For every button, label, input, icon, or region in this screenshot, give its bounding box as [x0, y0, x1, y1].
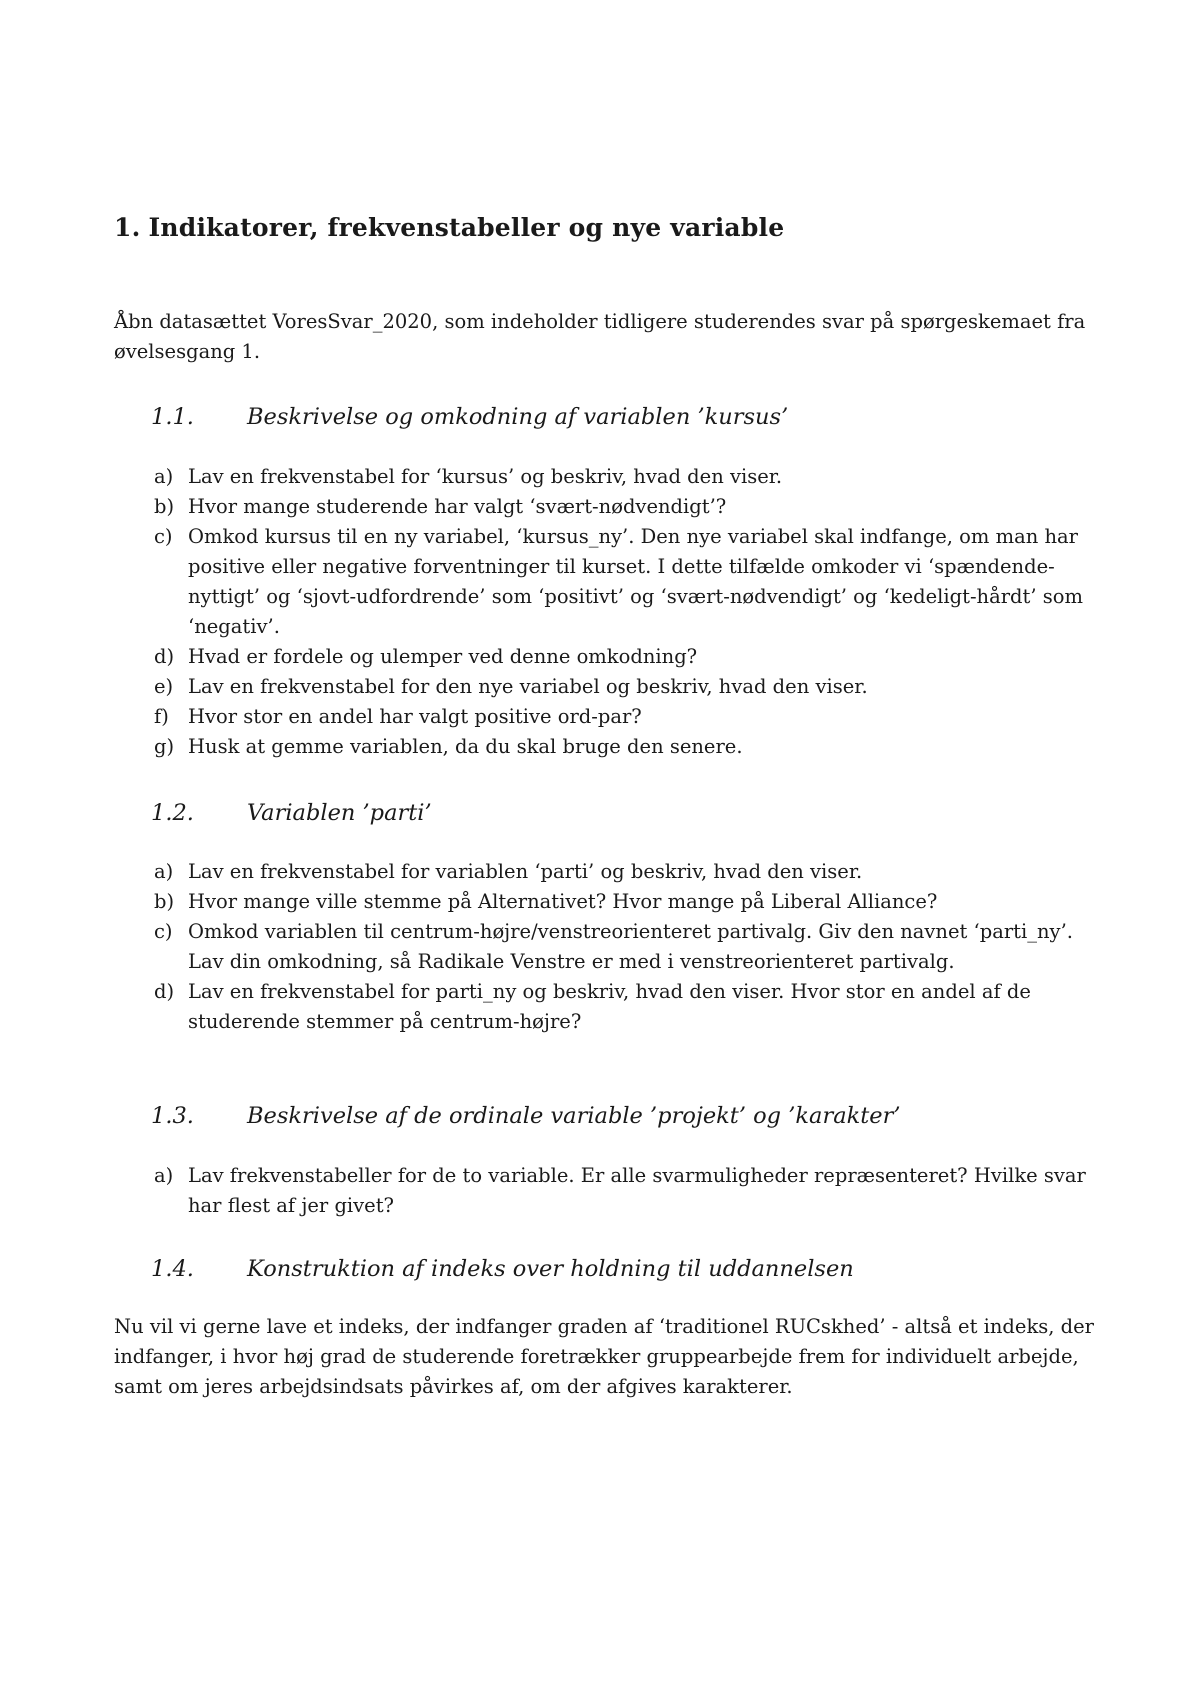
title-text: Indikatorer, frekvenstabeller og nye variable — [148, 213, 785, 242]
list-item — [154, 672, 1104, 702]
section-1-1-list — [154, 462, 1104, 762]
section-heading-1-2 — [151, 800, 432, 826]
list-marker: d) — [154, 980, 175, 1003]
section-title: Variablen ’parti’ — [247, 800, 432, 826]
list-item — [154, 462, 1104, 492]
section-1-4-paragraph: Nu vil vi gerne lave et indeks, der indfanger graden af ‘traditionel RUCskhed’ - altså et indeks, der indfanger, i hvor høj grad de studerende foretrækker gruppearbejde frem for individuelt arbejde, samt om jeres arbejdsindsats påvirkes af, om der afgives karakterer. — [114, 1315, 1095, 1398]
list-item — [154, 857, 1104, 887]
section-number: 1.4. — [151, 1256, 194, 1282]
list-marker: f) — [154, 705, 169, 728]
list-item-text: Hvor mange ville stemme på Alternativet? Hvor mange på Liberal Alliance? — [188, 890, 938, 913]
list-item-text: Omkod kursus til en ny variabel, ‘kursus_ny’. Den nye variabel skal indfange, om man har positive eller negative forventninger til kurset. I dette tilfælde omkoder vi ‘spændende-nyttigt’ og ‘sjovt-udfordrende’ som ‘positivt’ og ‘svært-nødvendigt’ og ‘kedeligt-hårdt’ som ‘negativ’. — [188, 525, 1084, 638]
list-marker: a) — [154, 860, 174, 883]
list-marker: b) — [154, 890, 175, 913]
section-1-3-list — [154, 1161, 1104, 1221]
list-marker: c) — [154, 920, 173, 943]
list-item-text: Hvor mange studerende har valgt ‘svært-nødvendigt’? — [188, 495, 727, 518]
section-number: 1.3. — [151, 1103, 194, 1129]
list-marker: a) — [154, 1164, 174, 1187]
list-item — [154, 732, 1104, 762]
list-item-text: Husk at gemme variablen, da du skal bruge den senere. — [188, 735, 743, 758]
list-item-text: Lav frekvenstabeller for de to variable. Er alle svarmuligheder repræsenteret? Hvilke svar har flest af jer givet? — [188, 1164, 1086, 1217]
list-item-text: Lav en frekvenstabel for den nye variabel og beskriv, hvad den viser. — [188, 675, 868, 698]
list-item-text: Hvad er fordele og ulemper ved denne omkodning? — [188, 645, 698, 668]
list-item — [154, 887, 1104, 917]
section-number: 1.2. — [151, 800, 194, 826]
list-item — [154, 977, 1104, 1037]
list-marker: g) — [154, 735, 175, 758]
page-title — [114, 213, 784, 242]
section-number: 1.1. — [151, 404, 194, 430]
intro-paragraph: Åbn datasættet VoresSvar_2020, som indeholder tidligere studerendes svar på spørgeskemaet fra øvelsesgang 1. — [114, 310, 1086, 363]
list-item — [154, 522, 1104, 642]
list-item — [154, 1161, 1104, 1221]
list-item-text: Lav en frekvenstabel for parti_ny og beskriv, hvad den viser. Hvor stor en andel af de studerende stemmer på centrum-højre? — [188, 980, 1031, 1033]
list-marker: b) — [154, 495, 175, 518]
list-marker: c) — [154, 525, 173, 548]
list-marker: e) — [154, 675, 174, 698]
list-marker: d) — [154, 645, 175, 668]
list-item — [154, 642, 1104, 672]
list-item — [154, 917, 1104, 977]
section-title: Beskrivelse af de ordinale variable ’projekt’ og ’karakter’ — [247, 1103, 901, 1129]
list-item-text: Omkod variablen til centrum-højre/venstreorienteret partivalg. Giv den navnet ‘parti_ny’. Lav din omkodning, så Radikale Venstre er med i venstreorienteret partivalg. — [188, 920, 1073, 973]
section-title: Konstruktion af indeks over holdning til uddannelsen — [247, 1256, 854, 1282]
section-1-2-list — [154, 857, 1104, 1037]
list-item — [154, 702, 1104, 732]
list-item — [154, 492, 1104, 522]
section-heading-1-4 — [151, 1256, 854, 1282]
section-heading-1-1 — [151, 404, 788, 430]
section-heading-1-3 — [151, 1103, 901, 1129]
list-item-text: Hvor stor en andel har valgt positive ord-par? — [188, 705, 642, 728]
list-item-text: Lav en frekvenstabel for ‘kursus’ og beskriv, hvad den viser. — [188, 465, 783, 488]
list-marker: a) — [154, 465, 174, 488]
section-title: Beskrivelse og omkodning af variablen ’kursus’ — [247, 404, 789, 430]
list-item-text: Lav en frekvenstabel for variablen ‘parti’ og beskriv, hvad den viser. — [188, 860, 863, 883]
title-number: 1. — [114, 213, 141, 242]
